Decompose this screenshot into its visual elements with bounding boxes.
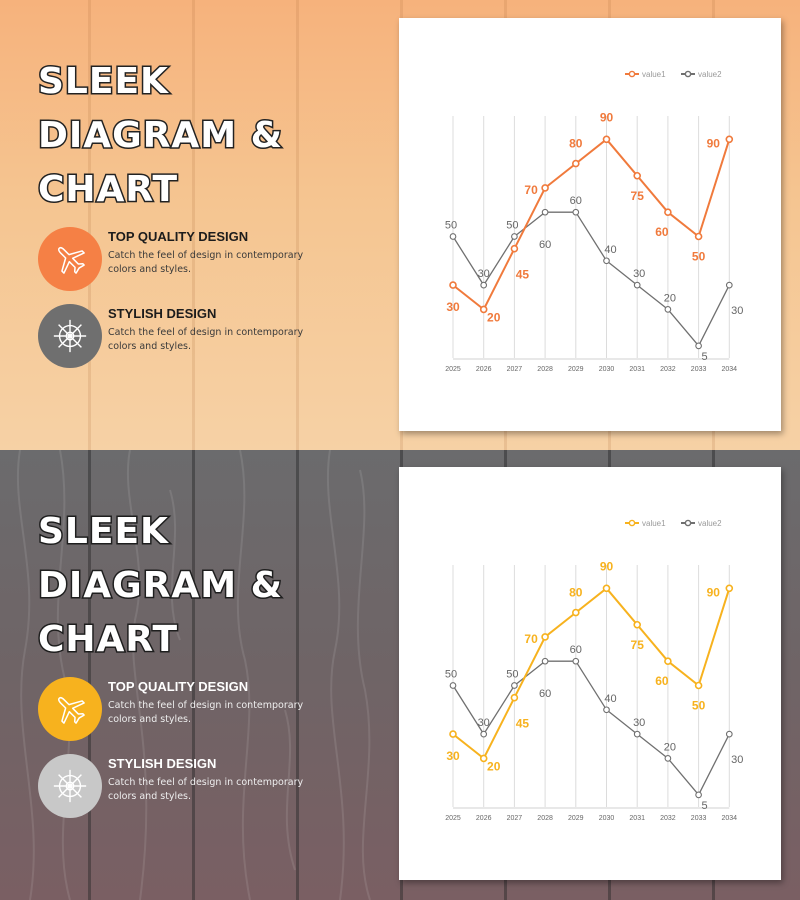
slide-gray [0, 450, 800, 900]
x-tick-label: 2028 [537, 815, 553, 822]
feature-icon-circle [38, 304, 102, 368]
feature-description: Catch the feel of design in contemporary colors and styles. [108, 700, 304, 725]
legend-label: value2 [698, 519, 722, 528]
line-chart [399, 18, 781, 431]
data-point-value2 [604, 707, 610, 713]
data-label-value2: 60 [538, 239, 552, 252]
data-label-value1: 30 [446, 749, 460, 764]
data-point-value2 [604, 258, 610, 264]
data-label-value1: 30 [446, 300, 460, 315]
data-point-value2 [542, 209, 548, 215]
legend-label: value1 [642, 519, 666, 528]
x-tick-label: 2034 [721, 815, 738, 822]
data-point-value1 [573, 610, 579, 616]
data-point-value2 [665, 307, 671, 313]
data-label-value1: 60 [655, 674, 669, 689]
data-label-value2: 60 [569, 644, 582, 657]
data-point-value2 [634, 282, 640, 288]
data-point-value1 [573, 161, 579, 167]
x-tick-label: 2026 [475, 815, 492, 822]
data-label-value1: 80 [569, 136, 583, 151]
data-point-value1 [604, 136, 610, 142]
x-tick-label: 2034 [721, 366, 738, 373]
data-point-value1 [696, 683, 702, 689]
data-point-value2 [696, 792, 702, 798]
x-tick-label: 2033 [690, 815, 707, 822]
data-label-value2: 30 [477, 717, 490, 730]
data-label-value2: 30 [731, 305, 744, 318]
feature-description: Catch the feel of design in contemporary colors and styles. [108, 327, 304, 352]
data-label-value1: 90 [706, 136, 720, 151]
data-point-value1 [634, 622, 640, 628]
title-line-3: CHART [38, 169, 179, 210]
x-tick-label: 2031 [629, 815, 645, 822]
x-tick-label: 2033 [690, 366, 707, 373]
data-label-value2: 60 [538, 688, 552, 701]
feature-top-quality [38, 677, 338, 741]
x-tick-label: 2029 [568, 366, 584, 373]
data-label-value1: 75 [630, 637, 644, 652]
legend-marker [685, 71, 690, 76]
ship-wheel-icon [51, 317, 89, 355]
x-tick-label: 2031 [629, 366, 645, 373]
data-point-value1 [726, 136, 732, 142]
slide-title [38, 505, 368, 667]
data-label-value2: 5 [701, 799, 708, 812]
data-point-value1 [726, 585, 732, 591]
feature-stylish [38, 304, 338, 368]
data-label-value2: 30 [731, 754, 744, 767]
chart-card [399, 18, 781, 431]
data-point-value2 [481, 282, 487, 288]
data-point-value1 [665, 209, 671, 215]
data-label-value1: 50 [691, 698, 706, 713]
data-point-value1 [481, 306, 487, 312]
data-point-value1 [450, 282, 456, 288]
data-point-value1 [481, 755, 487, 761]
legend-marker [629, 71, 634, 76]
feature-title: STYLISH DESIGN [108, 306, 217, 321]
data-point-value2 [573, 658, 579, 664]
data-label-value1: 70 [524, 182, 538, 197]
data-point-value1 [696, 234, 702, 240]
feature-title: STYLISH DESIGN [108, 756, 217, 771]
feature-description: Catch the feel of design in contemporary colors and styles. [108, 777, 304, 802]
data-label-value2: 40 [604, 243, 617, 256]
data-label-value2: 30 [633, 268, 646, 281]
data-label-value1: 70 [524, 631, 538, 646]
data-point-value2 [450, 234, 456, 240]
ship-wheel-icon [51, 767, 89, 805]
feature-title: TOP QUALITY DESIGN [108, 679, 249, 694]
data-label-value1: 90 [599, 559, 614, 574]
data-label-value1: 45 [515, 267, 530, 282]
feature-icon-circle [38, 754, 102, 818]
data-label-value1: 50 [691, 249, 706, 264]
data-label-value1: 60 [655, 225, 669, 240]
legend-label: value1 [642, 70, 666, 79]
data-point-value2 [450, 683, 456, 689]
feature-stylish [38, 754, 338, 818]
series-line-value2 [453, 212, 729, 346]
x-tick-label: 2028 [537, 366, 553, 373]
data-point-value2 [481, 731, 487, 737]
data-label-value2: 50 [506, 668, 519, 681]
x-tick-label: 2027 [506, 815, 523, 822]
feature-top-quality [38, 227, 338, 291]
data-label-value2: 30 [633, 717, 646, 730]
data-point-value1 [511, 695, 517, 701]
data-point-value1 [604, 585, 610, 591]
data-point-value2 [634, 731, 640, 737]
data-label-value2: 50 [444, 219, 458, 232]
data-point-value2 [665, 756, 671, 762]
x-tick-label: 2027 [506, 366, 523, 373]
legend-label: value2 [698, 70, 722, 79]
title-line-1: SLEEK [38, 511, 169, 552]
x-tick-label: 2030 [598, 366, 615, 373]
legend-marker [685, 520, 690, 525]
line-chart [399, 467, 781, 880]
feature-description: Catch the feel of design in contemporary colors and styles. [108, 250, 304, 275]
data-point-value1 [665, 658, 671, 664]
data-point-value1 [511, 246, 517, 252]
chart-card [399, 467, 781, 880]
data-label-value2: 30 [477, 268, 490, 281]
title-line-2: DIAGRAM & [38, 115, 284, 156]
data-point-value2 [512, 683, 518, 689]
data-label-value2: 20 [663, 741, 677, 754]
title-line-3: CHART [38, 619, 179, 660]
feature-icon-circle [38, 677, 102, 741]
data-point-value2 [696, 343, 702, 349]
data-label-value1: 45 [515, 716, 530, 731]
airplane-icon [51, 240, 89, 278]
data-label-value1: 90 [706, 585, 720, 600]
data-label-value1: 80 [569, 585, 583, 600]
feature-icon-circle [38, 227, 102, 291]
data-label-value2: 40 [604, 692, 617, 705]
feature-title: TOP QUALITY DESIGN [108, 229, 249, 244]
data-label-value1: 75 [630, 188, 644, 203]
title-line-2: DIAGRAM & [38, 565, 284, 606]
x-tick-label: 2032 [660, 815, 676, 822]
x-tick-label: 2025 [445, 366, 461, 373]
data-point-value2 [727, 282, 733, 288]
data-point-value2 [573, 209, 579, 215]
slide-title [38, 55, 368, 217]
data-point-value1 [450, 731, 456, 737]
data-label-value2: 60 [569, 195, 582, 208]
data-point-value1 [542, 185, 548, 191]
x-tick-label: 2029 [568, 815, 584, 822]
title-line-1: SLEEK [38, 61, 169, 102]
data-label-value2: 50 [506, 219, 519, 232]
data-point-value1 [542, 634, 548, 640]
legend-marker [629, 520, 634, 525]
data-label-value1: 20 [487, 759, 501, 774]
series-line-value1 [453, 585, 729, 758]
data-label-value2: 20 [663, 292, 677, 305]
series-line-value1 [453, 136, 729, 309]
airplane-icon [51, 690, 89, 728]
series-line-value2 [453, 661, 729, 795]
x-tick-label: 2030 [598, 815, 615, 822]
x-tick-label: 2026 [475, 366, 492, 373]
data-label-value2: 50 [444, 668, 458, 681]
data-point-value2 [727, 731, 733, 737]
data-label-value2: 5 [701, 350, 708, 363]
x-tick-label: 2025 [445, 815, 461, 822]
data-point-value2 [542, 658, 548, 664]
data-label-value1: 20 [487, 310, 501, 325]
data-point-value1 [634, 173, 640, 179]
x-tick-label: 2032 [660, 366, 676, 373]
data-label-value1: 90 [599, 110, 614, 125]
data-point-value2 [512, 234, 518, 240]
